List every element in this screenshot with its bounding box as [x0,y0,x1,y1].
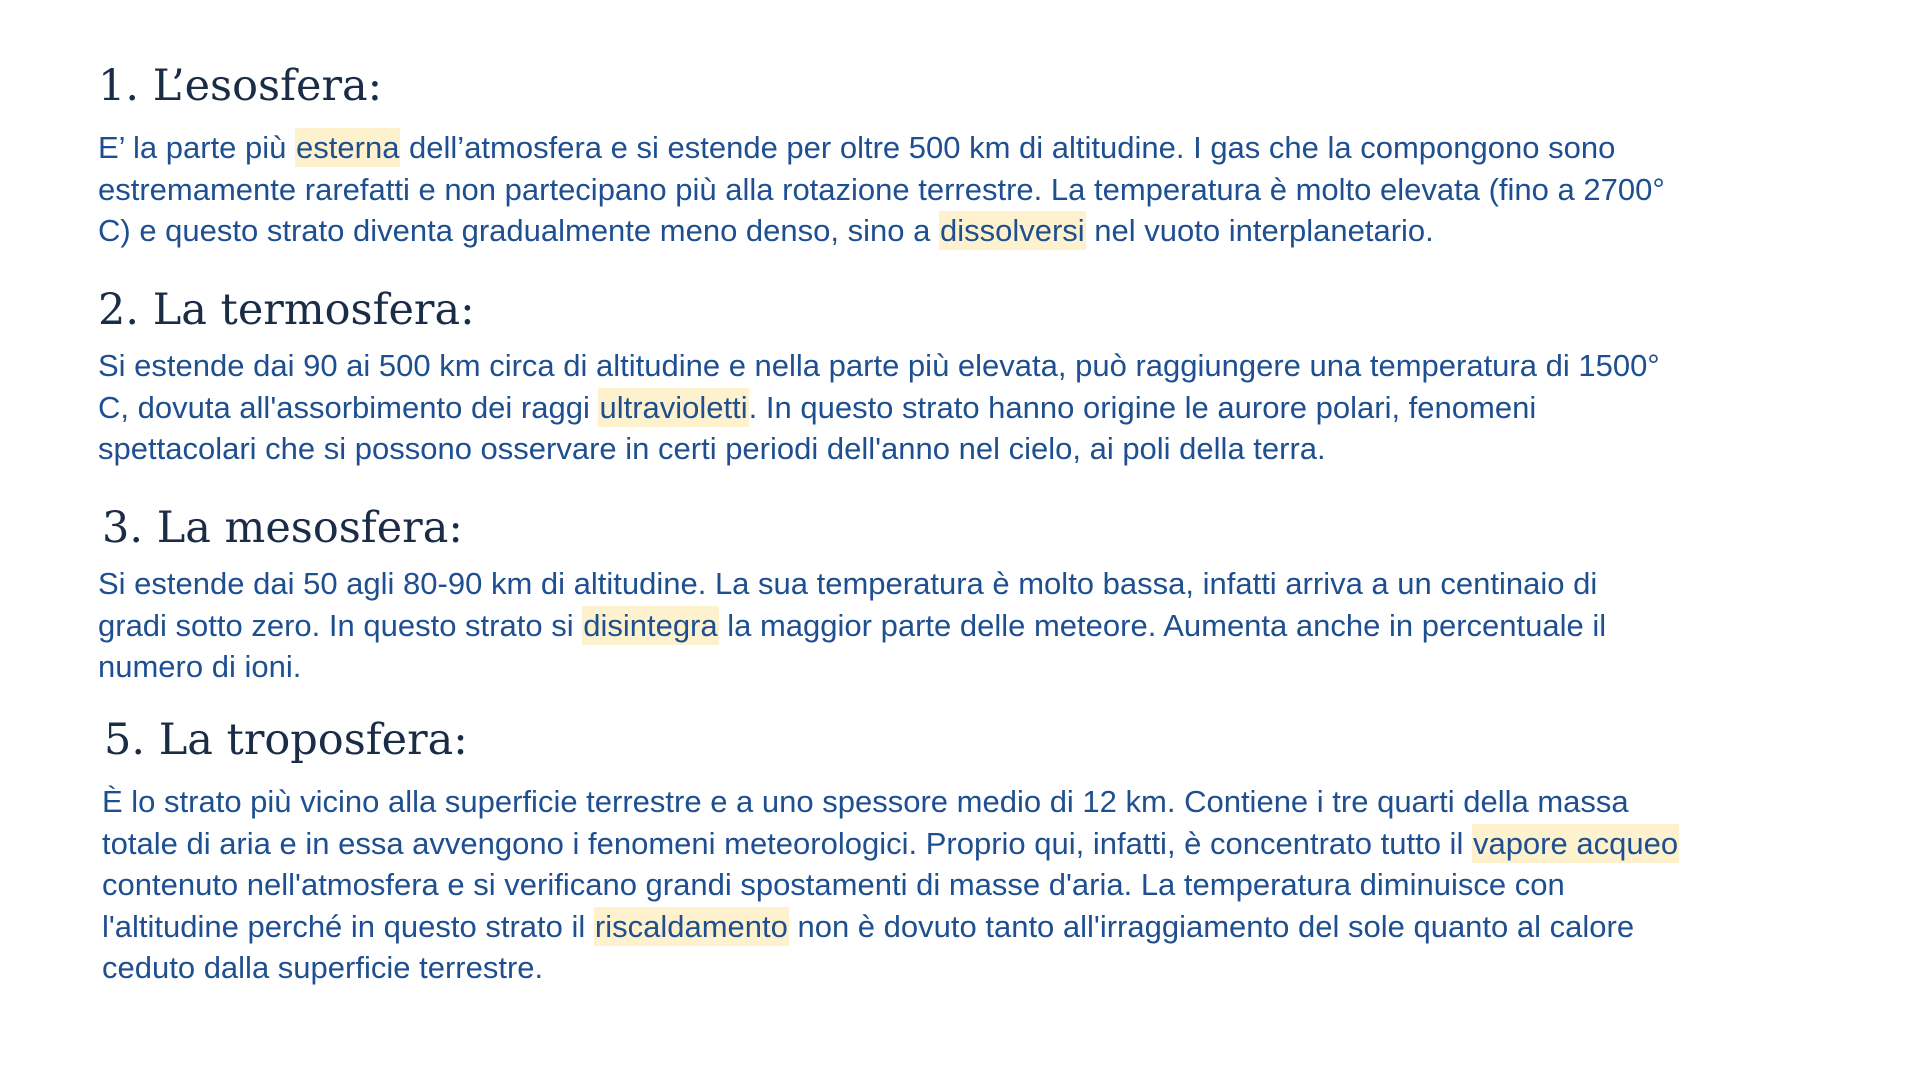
text-run: la maggior parte delle meteore. Aumenta anche in percentuale il [718,607,1607,643]
text-run: . In questo strato hanno origine le aurore polari, fenomeni [748,389,1537,425]
highlighted-word: dissolversi [939,213,1085,248]
text-run: Si estende dai 50 agli 80-90 km di altitudine. La sua temperatura è molto bassa, infatti arriva a un centinaio di [98,566,1598,601]
text-run: E’ la parte più [98,130,296,165]
text-run: totale di aria e in essa avvengono i fenomeni meteorologici. Proprio qui, infatti, è concentrato tutto il [102,825,1472,861]
paragraph-line [98,169,1665,211]
section-heading: 1. L’esosfera: [98,61,383,111]
paragraph-line [102,947,1679,989]
text-run: spettacolari che si possono osservare in certi periodi dell'anno nel cielo, ai poli della terra. [98,431,1326,466]
text-run: Si estende dai 90 ai 500 km circa di altitudine e nella parte più elevata, può raggiungere una temperatura di 1500° [98,348,1660,383]
text-run: ceduto dalla superficie terrestre. [102,950,544,985]
highlighted-word: esterna [296,130,400,165]
paragraph-line [102,906,1679,948]
text-run: l'altitudine perché in questo strato il [102,908,594,944]
paragraph-line [102,781,1679,823]
paragraph-line [102,864,1679,906]
text-run: non è dovuto tanto all'irraggiamento del sole quanto al calore [788,908,1635,944]
text-run: gradi sotto zero. In questo strato si [98,607,583,643]
highlighted-word: disintegra [583,607,718,643]
section-paragraph [98,563,1606,688]
paragraph-line [98,646,1606,688]
highlighted-word: vapore acqueo [1472,825,1679,861]
section-heading: 2. La termosfera: [98,285,475,335]
section-heading: 5. La troposfera: [104,715,468,765]
highlighted-word: riscaldamento [594,908,788,944]
text-run: numero di ioni. [98,649,302,684]
paragraph-line [98,563,1606,605]
paragraph-line [98,605,1606,647]
section-heading: 3. La mesosfera: [102,503,463,553]
text-run: C) e questo strato diventa gradualmente meno denso, sino a [98,213,939,248]
text-run: nel vuoto interplanetario. [1085,213,1434,248]
section-paragraph [98,127,1665,252]
paragraph-line [98,127,1665,169]
text-run: C, dovuta all'assorbimento dei raggi [98,389,599,425]
text-run: estremamente rarefatti e non partecipano più alla rotazione terrestre. La temperatura è molto elevata (fino a 2700° [98,171,1665,207]
paragraph-line [98,345,1660,387]
text-run: dell’atmosfera e si estende per oltre 500 km di altitudine. I gas che la compongono sono [400,130,1616,165]
text-run: È lo strato più vicino alla superficie terrestre e a uno spessore medio di 12 km. Contiene i tre quarti della massa [102,784,1629,819]
highlighted-word: ultravioletti [599,389,748,425]
text-run: contenuto nell'atmosfera e si verificano grandi spostamenti di masse d'aria. La temperatura diminuisce con [102,867,1565,902]
paragraph-line [98,428,1660,470]
section-paragraph [102,781,1679,989]
paragraph-line [98,210,1665,252]
section-paragraph [98,345,1660,470]
paragraph-line [98,387,1660,429]
paragraph-line [102,823,1679,865]
